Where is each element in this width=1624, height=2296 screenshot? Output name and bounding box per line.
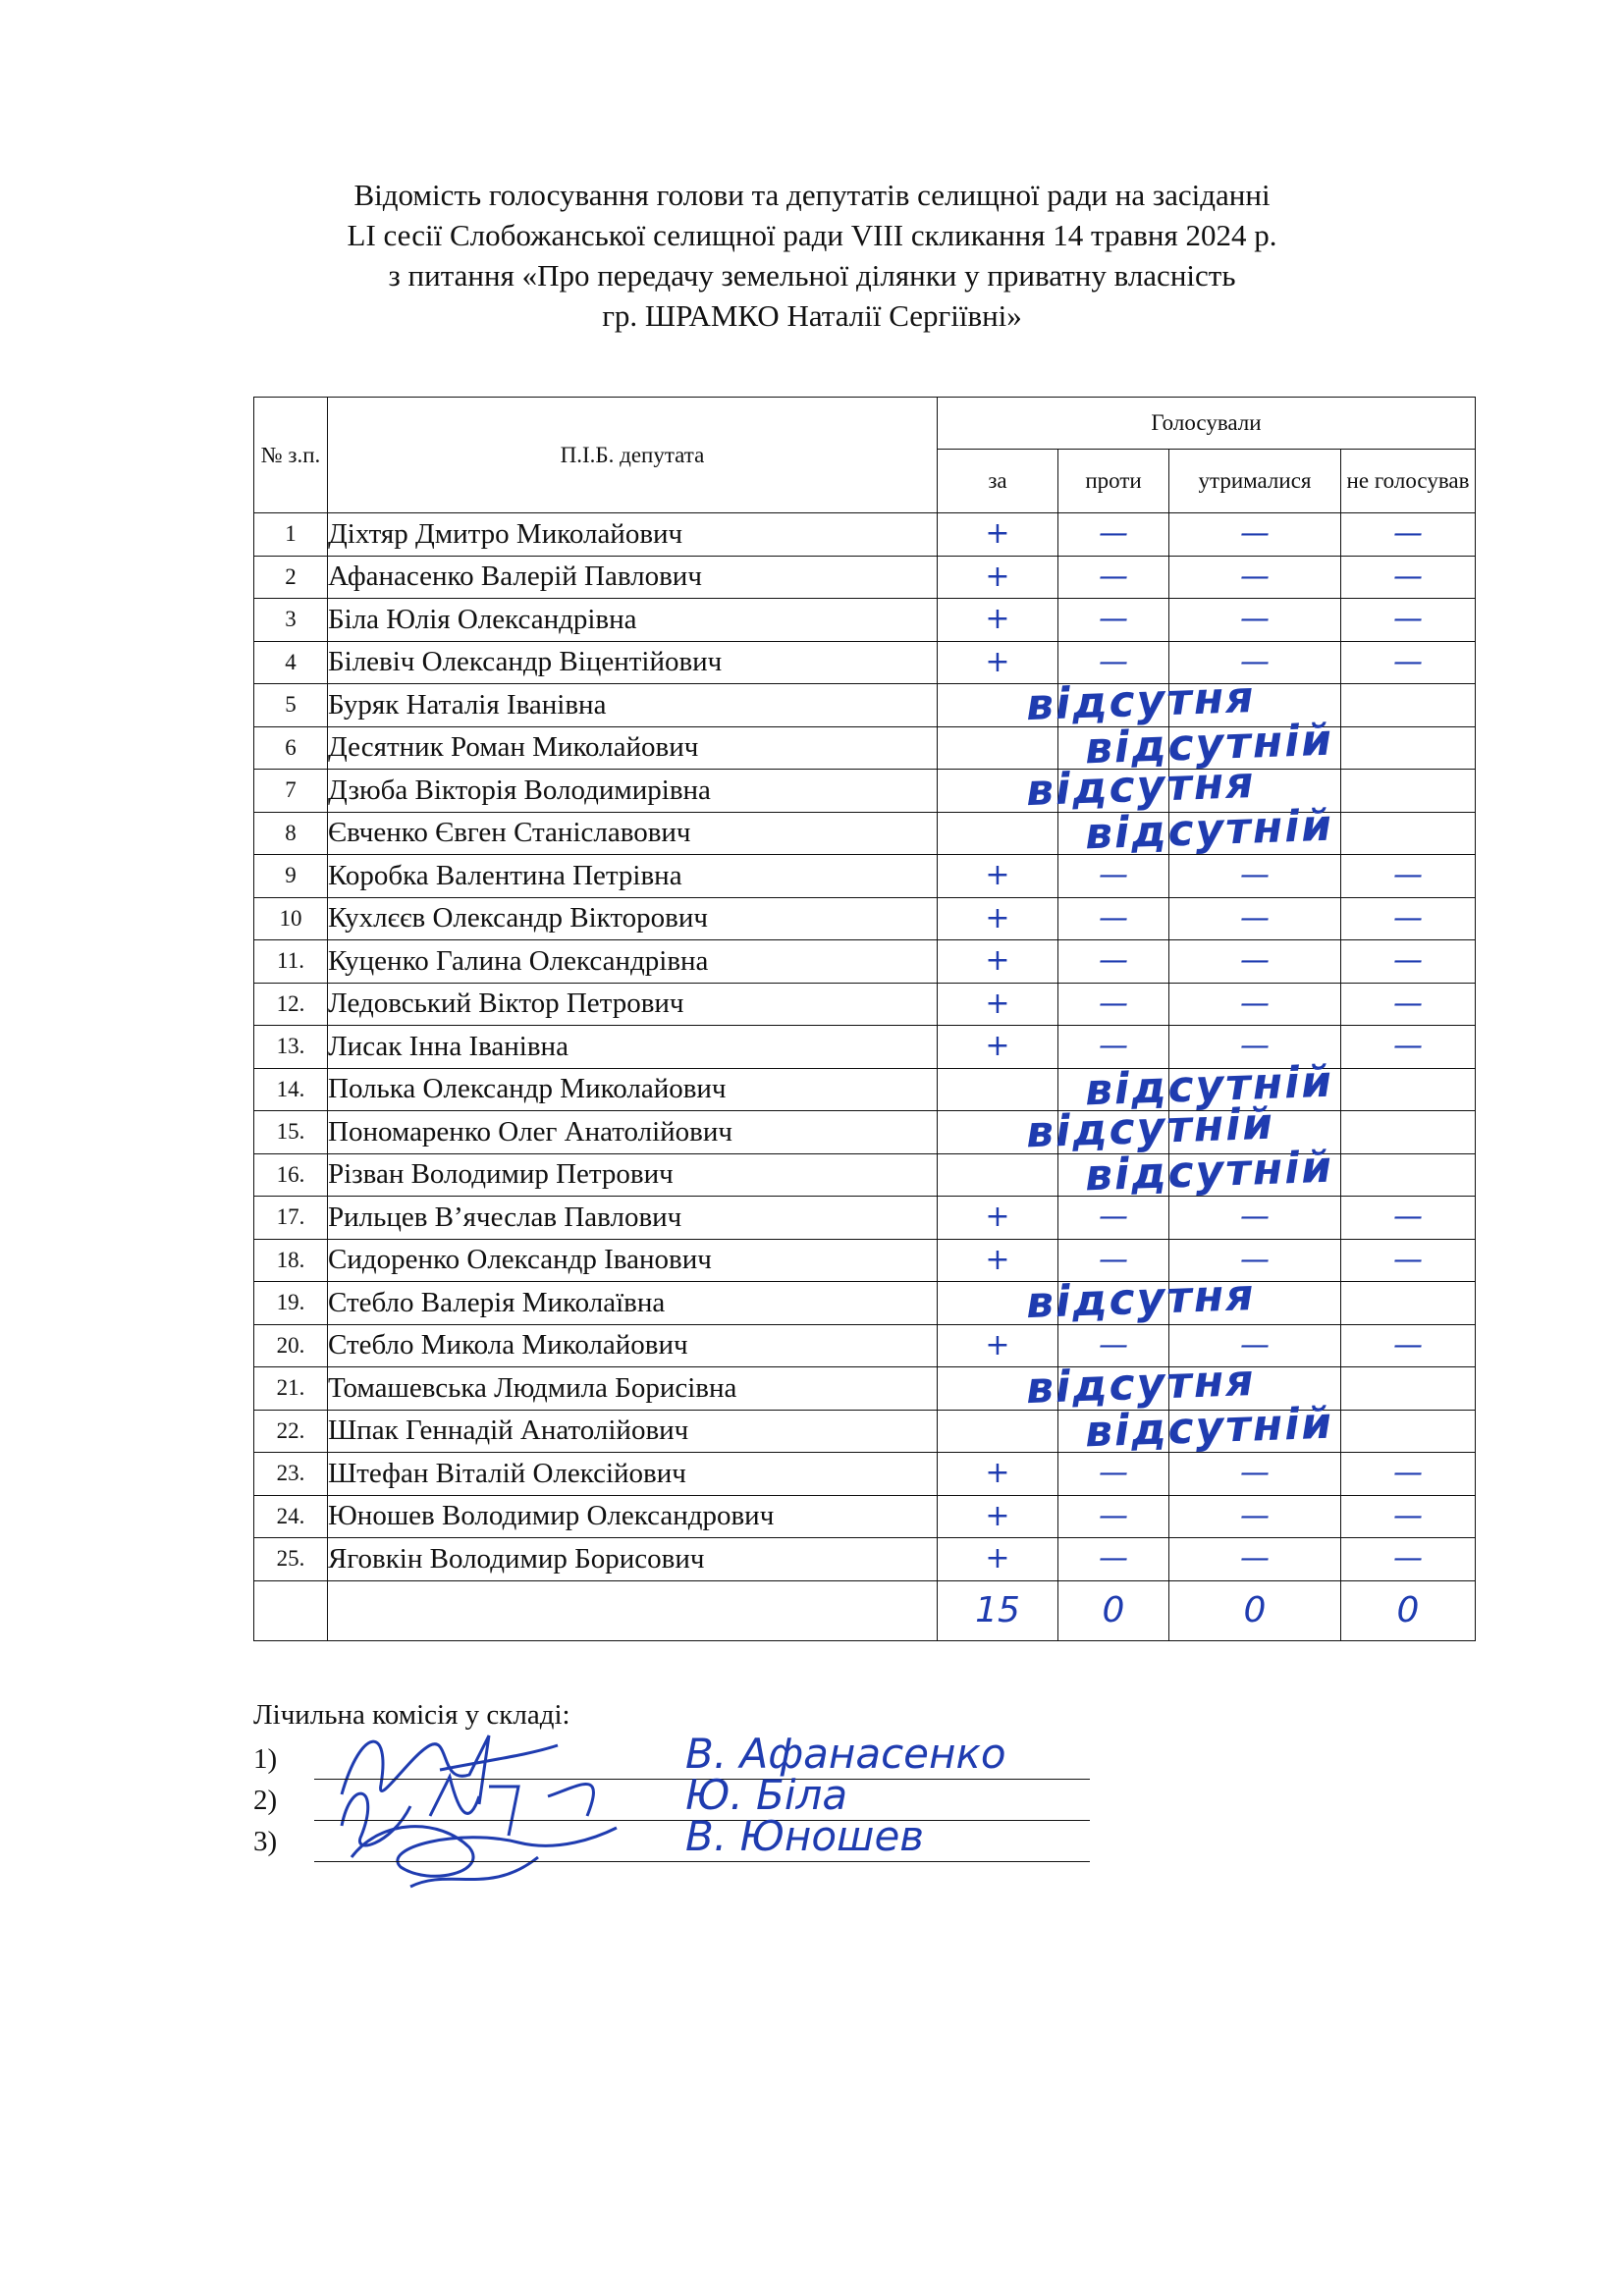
vote-mark: +	[985, 559, 1010, 594]
deputy-name: Лисак Інна Іванівна	[328, 1026, 938, 1069]
deputy-name: Юношев Володимир Олександрович	[328, 1495, 938, 1538]
vote-abstained-cell	[1169, 1538, 1341, 1581]
table-row	[254, 1282, 1476, 1325]
table-row	[254, 1068, 1476, 1111]
vote-mark: —	[1240, 559, 1270, 594]
vote-mark: —	[1393, 516, 1423, 552]
vote-for-cell	[938, 1538, 1058, 1581]
table-row	[254, 897, 1476, 940]
vote-against-cell	[1058, 983, 1169, 1026]
table-row	[254, 599, 1476, 642]
vote-not-voted-cell	[1341, 641, 1476, 684]
deputy-name: Буряк Наталія Іванівна	[328, 684, 938, 727]
absent-note: відсутня	[1025, 1355, 1257, 1415]
vote-against-cell	[1058, 599, 1169, 642]
vote-against-cell	[1058, 940, 1169, 984]
deputy-name: Євченко Євген Станіславович	[328, 812, 938, 855]
table-row	[254, 641, 1476, 684]
vote-mark: —	[1240, 1541, 1270, 1576]
vote-mark: —	[1393, 1029, 1423, 1064]
vote-not-voted-cell	[1341, 1538, 1476, 1581]
vote-not-voted-cell	[1341, 770, 1476, 813]
vote-mark: —	[1393, 559, 1423, 594]
vote-abstained-cell	[1169, 556, 1341, 599]
vote-mark: —	[1099, 1541, 1128, 1576]
vote-not-voted-cell	[1341, 812, 1476, 855]
absent-note: відсутній	[1084, 1056, 1334, 1115]
table-row	[254, 726, 1476, 770]
absent-note: відсутній	[1084, 1398, 1334, 1457]
member-name: Ю. Біла	[685, 1771, 848, 1819]
vote-for-cell	[938, 1098, 1275, 1158]
table-row	[254, 940, 1476, 984]
row-number: 14.	[254, 1068, 328, 1111]
vote-not-voted-cell	[1341, 684, 1476, 727]
total-not-voted: 0	[1341, 1580, 1476, 1640]
deputy-name: Афанасенко Валерій Павлович	[328, 556, 938, 599]
absent-note: відсутній	[1084, 800, 1334, 859]
table-row	[254, 983, 1476, 1026]
deputy-name: Шпак Геннадій Анатолійович	[328, 1410, 938, 1453]
signature-line	[314, 1861, 1090, 1862]
row-number: 6	[254, 726, 328, 770]
vote-not-voted-cell	[1341, 1111, 1476, 1154]
absent-note: відсутній	[1084, 1142, 1334, 1201]
deputy-name: Кухлєєв Олександр Вікторович	[328, 897, 938, 940]
member-number: 3)	[253, 1826, 278, 1857]
vote-mark: —	[1393, 900, 1423, 935]
vote-not-voted-cell	[1341, 556, 1476, 599]
deputy-name: Полька Олександр Миколайович	[328, 1068, 938, 1111]
vote-mark: —	[1393, 986, 1423, 1021]
vote-not-voted-cell	[1341, 940, 1476, 984]
vote-not-voted-cell	[1341, 1324, 1476, 1367]
vote-against-cell	[1058, 556, 1169, 599]
vote-mark: +	[985, 1456, 1010, 1491]
deputy-name: Стебло Валерія Миколаївна	[328, 1282, 938, 1325]
deputy-name: Стебло Микола Миколайович	[328, 1324, 938, 1367]
vote-mark: —	[1099, 602, 1128, 637]
vote-against-cell	[1058, 1453, 1169, 1496]
table-row	[254, 855, 1476, 898]
vote-not-voted-cell	[1341, 513, 1476, 557]
vote-mark: —	[1240, 1498, 1270, 1533]
vote-not-voted-cell	[1341, 1026, 1476, 1069]
vote-mark: —	[1240, 900, 1270, 935]
row-number: 5	[254, 684, 328, 727]
voting-table-body	[254, 513, 1476, 1581]
vote-mark: —	[1240, 1200, 1270, 1235]
vote-mark: +	[985, 943, 1010, 979]
vote-not-voted-cell	[1341, 855, 1476, 898]
vote-not-voted-cell	[1341, 1068, 1476, 1111]
vote-for-cell	[938, 1355, 1257, 1415]
signature-scribble	[322, 1798, 636, 1906]
title-line-4: гр. ШРАМКО Наталії Сергіївні»	[602, 298, 1022, 333]
row-number: 13.	[254, 1026, 328, 1069]
vote-for-cell	[938, 1269, 1257, 1329]
vote-mark: —	[1099, 1498, 1128, 1533]
vote-abstained-cell	[1169, 855, 1341, 898]
row-number: 25.	[254, 1538, 328, 1581]
member-number: 1)	[253, 1743, 278, 1775]
vote-mark: —	[1099, 986, 1128, 1021]
vote-abstained-cell	[1169, 1453, 1341, 1496]
vote-mark: —	[1099, 1327, 1128, 1362]
row-number: 15.	[254, 1111, 328, 1154]
totals-number-cell	[254, 1580, 328, 1640]
vote-abstained-cell	[1169, 983, 1341, 1026]
vote-not-voted-cell	[1341, 1453, 1476, 1496]
vote-mark: —	[1240, 858, 1270, 893]
header-for: за	[938, 450, 1058, 513]
vote-for-cell	[938, 715, 1334, 774]
header-number: № з.п.	[254, 398, 328, 513]
row-number: 7	[254, 770, 328, 813]
vote-mark: +	[985, 986, 1010, 1021]
vote-mark: —	[1099, 644, 1128, 679]
vote-mark: —	[1099, 858, 1128, 893]
table-row	[254, 513, 1476, 557]
deputy-name: Дзюба Вікторія Володимирівна	[328, 770, 938, 813]
vote-not-voted-cell	[1341, 1367, 1476, 1411]
vote-mark: —	[1099, 943, 1128, 979]
vote-not-voted-cell	[1341, 897, 1476, 940]
table-row	[254, 1324, 1476, 1367]
deputy-name: Рильцев В’ячеслав Павлович	[328, 1197, 938, 1240]
deputy-name: Різван Володимир Петрович	[328, 1153, 938, 1197]
vote-against-cell	[1058, 513, 1169, 557]
vote-abstained-cell	[1169, 513, 1341, 557]
row-number: 17.	[254, 1197, 328, 1240]
row-number: 4	[254, 641, 328, 684]
deputy-name: Куценко Галина Олександрівна	[328, 940, 938, 984]
deputy-name: Яговкін Володимир Борисович	[328, 1538, 938, 1581]
vote-mark: +	[985, 602, 1010, 637]
document-title	[0, 175, 1624, 336]
deputy-name: Білевіч Олександр Віцентійович	[328, 641, 938, 684]
deputy-name: Ледовський Віктор Петрович	[328, 983, 938, 1026]
vote-for-cell	[938, 800, 1334, 859]
deputy-name: Десятник Роман Миколайович	[328, 726, 938, 770]
vote-for-cell	[938, 641, 1058, 684]
vote-mark: —	[1393, 1327, 1423, 1362]
vote-mark: +	[985, 900, 1010, 935]
vote-mark: —	[1099, 1456, 1128, 1491]
deputy-name: Штефан Віталій Олексійович	[328, 1453, 938, 1496]
vote-abstained-cell	[1169, 599, 1341, 642]
header-voted: Голосували	[938, 398, 1476, 450]
totals-name-cell	[328, 1580, 938, 1640]
table-row	[254, 1538, 1476, 1581]
absent-note: відсутня	[1025, 757, 1257, 817]
vote-for-cell	[938, 1142, 1334, 1201]
vote-mark: —	[1099, 1200, 1128, 1235]
table-row	[254, 1410, 1476, 1453]
total-against: 0	[1058, 1580, 1169, 1640]
vote-not-voted-cell	[1341, 1197, 1476, 1240]
vote-mark: —	[1099, 559, 1128, 594]
title-line-2: LI сесії Слобожанської селищної ради VIII скликання 14 травня 2024 р.	[347, 218, 1277, 252]
vote-mark: —	[1240, 986, 1270, 1021]
table-row	[254, 1453, 1476, 1496]
row-number: 19.	[254, 1282, 328, 1325]
vote-mark: —	[1393, 602, 1423, 637]
row-number: 23.	[254, 1453, 328, 1496]
deputy-name: Біла Юлія Олександрівна	[328, 599, 938, 642]
vote-for-cell	[938, 1324, 1058, 1367]
vote-mark: +	[985, 1242, 1010, 1277]
vote-mark: —	[1240, 516, 1270, 552]
vote-mark: —	[1240, 1327, 1270, 1362]
vote-abstained-cell	[1169, 1495, 1341, 1538]
vote-mark: —	[1393, 858, 1423, 893]
table-row	[254, 1239, 1476, 1282]
row-number: 11.	[254, 940, 328, 984]
row-number: 22.	[254, 1410, 328, 1453]
counting-commission-heading: Лічильна комісія у складі:	[253, 1699, 570, 1731]
vote-mark: —	[1393, 1541, 1423, 1576]
deputy-name: Пономаренко Олег Анатолійович	[328, 1111, 938, 1154]
row-number: 9	[254, 855, 328, 898]
vote-abstained-cell	[1169, 1197, 1341, 1240]
vote-for-cell	[938, 1398, 1334, 1457]
vote-mark: —	[1240, 1456, 1270, 1491]
vote-against-cell	[1058, 1495, 1169, 1538]
vote-mark: —	[1240, 644, 1270, 679]
vote-not-voted-cell	[1341, 983, 1476, 1026]
vote-mark: —	[1393, 1456, 1423, 1491]
vote-for-cell	[938, 1197, 1058, 1240]
vote-mark: —	[1393, 644, 1423, 679]
absent-note: відсутній	[1025, 1098, 1275, 1158]
row-number: 3	[254, 599, 328, 642]
vote-for-cell	[938, 983, 1058, 1026]
vote-mark: +	[985, 1029, 1010, 1064]
vote-for-cell	[938, 671, 1257, 731]
table-row	[254, 556, 1476, 599]
vote-mark: —	[1393, 1200, 1423, 1235]
vote-mark: —	[1099, 1242, 1128, 1277]
vote-not-voted-cell	[1341, 1239, 1476, 1282]
deputy-name: Коробка Валентина Петрівна	[328, 855, 938, 898]
vote-for-cell	[938, 940, 1058, 984]
row-number: 10	[254, 897, 328, 940]
vote-for-cell	[938, 855, 1058, 898]
header-name: П.І.Б. депутата	[328, 398, 938, 513]
member-number: 2)	[253, 1785, 278, 1816]
totals-row	[254, 1580, 1476, 1640]
row-number: 18.	[254, 1239, 328, 1282]
vote-for-cell	[938, 1495, 1058, 1538]
vote-for-cell	[938, 556, 1058, 599]
header-against: проти	[1058, 450, 1169, 513]
vote-not-voted-cell	[1341, 1410, 1476, 1453]
vote-mark: +	[985, 1541, 1010, 1576]
table-row	[254, 1197, 1476, 1240]
header-abstained: утрималися	[1169, 450, 1341, 513]
vote-not-voted-cell	[1341, 1495, 1476, 1538]
vote-against-cell	[1058, 855, 1169, 898]
vote-against-cell	[1058, 1538, 1169, 1581]
total-for: 15	[938, 1580, 1058, 1640]
member-name: В. Юношев	[685, 1812, 925, 1860]
row-number: 8	[254, 812, 328, 855]
vote-for-cell	[938, 897, 1058, 940]
vote-for-cell	[938, 1239, 1058, 1282]
vote-mark: —	[1099, 516, 1128, 552]
absent-note: відсутня	[1025, 1269, 1257, 1329]
table-row	[254, 1153, 1476, 1197]
vote-mark: —	[1393, 943, 1423, 979]
vote-mark: +	[985, 644, 1010, 679]
vote-against-cell	[1058, 897, 1169, 940]
row-number: 12.	[254, 983, 328, 1026]
title-line-1: Відомість голосування голови та депутатів селищної ради на засіданні	[353, 178, 1271, 212]
vote-mark: +	[985, 858, 1010, 893]
deputy-name: Томашевська Людмила Борисівна	[328, 1367, 938, 1411]
voting-table	[253, 397, 1476, 1641]
row-number: 24.	[254, 1495, 328, 1538]
vote-for-cell	[938, 757, 1257, 817]
vote-mark: +	[985, 1498, 1010, 1533]
vote-mark: —	[1099, 1029, 1128, 1064]
absent-note: відсутня	[1025, 671, 1257, 731]
table-row	[254, 812, 1476, 855]
row-number: 1	[254, 513, 328, 557]
vote-for-cell	[938, 1026, 1058, 1069]
vote-abstained-cell	[1169, 897, 1341, 940]
deputy-name: Сидоренко Олександр Іванович	[328, 1239, 938, 1282]
commission-member-3	[253, 1812, 1098, 1865]
row-number: 20.	[254, 1324, 328, 1367]
vote-against-cell	[1058, 1197, 1169, 1240]
total-abstained: 0	[1169, 1580, 1341, 1640]
vote-mark: —	[1240, 1242, 1270, 1277]
row-number: 2	[254, 556, 328, 599]
title-line-3: з питання «Про передачу земельної ділянки у приватну власність	[388, 258, 1236, 293]
member-name: В. Афанасенко	[685, 1730, 1006, 1778]
vote-mark: +	[985, 516, 1010, 552]
row-number: 16.	[254, 1153, 328, 1197]
vote-mark: —	[1099, 900, 1128, 935]
vote-not-voted-cell	[1341, 1282, 1476, 1325]
vote-mark: —	[1393, 1498, 1423, 1533]
vote-mark: +	[985, 1200, 1010, 1235]
vote-not-voted-cell	[1341, 726, 1476, 770]
vote-mark: —	[1240, 1029, 1270, 1064]
vote-for-cell	[938, 513, 1058, 557]
vote-mark: —	[1240, 602, 1270, 637]
vote-abstained-cell	[1169, 940, 1341, 984]
vote-for-cell	[938, 599, 1058, 642]
vote-for-cell	[938, 1453, 1058, 1496]
vote-not-voted-cell	[1341, 599, 1476, 642]
vote-mark: —	[1240, 943, 1270, 979]
deputy-name: Діхтяр Дмитро Миколайович	[328, 513, 938, 557]
vote-mark: —	[1393, 1242, 1423, 1277]
row-number: 21.	[254, 1367, 328, 1411]
absent-note: відсутній	[1084, 715, 1334, 774]
header-not-voted: не голосував	[1341, 450, 1476, 513]
vote-for-cell	[938, 1056, 1334, 1115]
vote-not-voted-cell	[1341, 1153, 1476, 1197]
table-row	[254, 1495, 1476, 1538]
vote-mark: +	[985, 1327, 1010, 1362]
vote-against-cell	[1058, 1026, 1169, 1069]
